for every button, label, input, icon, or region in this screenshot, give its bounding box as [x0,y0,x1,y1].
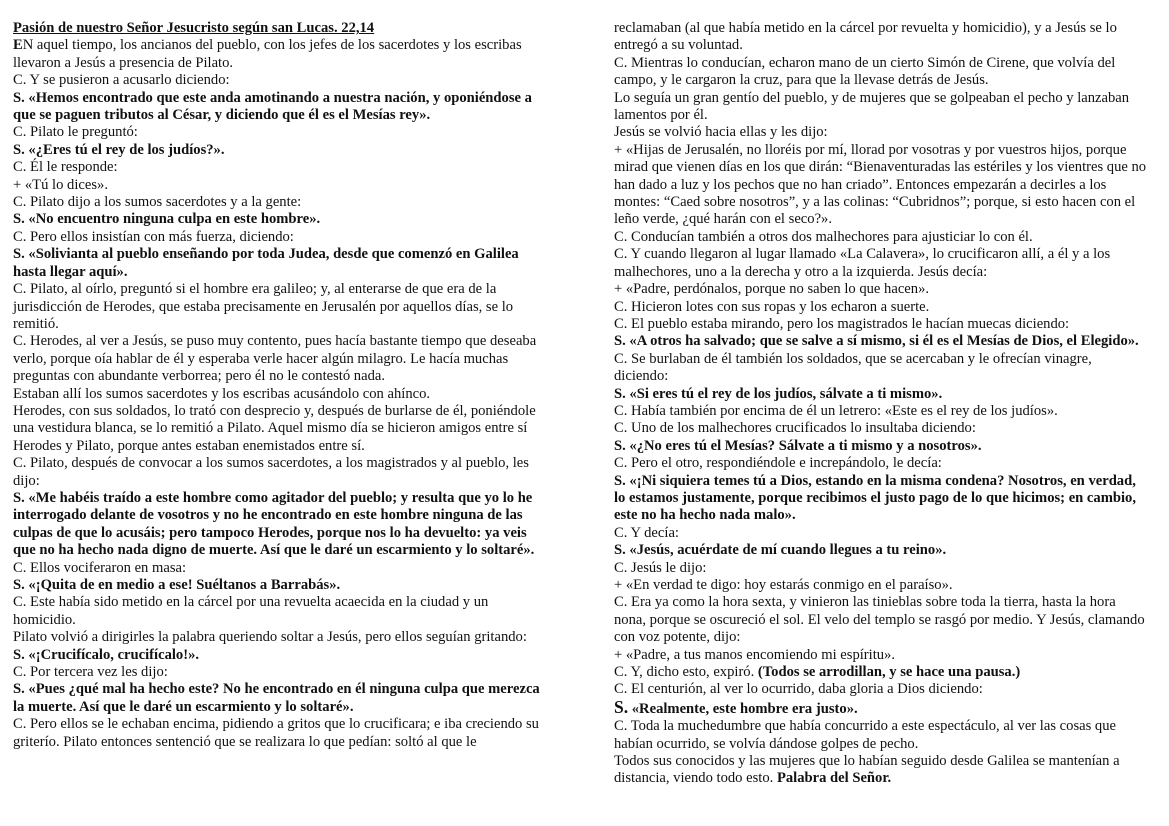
bold-text: S. «Jesús, acuérdate de mí cuando llegues a tu reino». [614,542,947,559]
paragraph [614,229,1148,246]
paragraph [614,455,1148,472]
text-run: C. Por tercera vez les dijo: [13,664,168,681]
bold-text: S. «Hemos encontrado que este anda amotinando a nuestra nación, y oponiéndose a que se paguen tributos al César, y diciendo que él es el Mesías rey». [13,89,532,124]
text-run: Jesús se volvió hacia ellas y les dijo: [614,124,828,141]
paragraph [13,281,551,333]
bold-text: «Realmente, este hombre era justo». [628,700,858,717]
text-run: reclamaban (al que había metido en la cárcel por revuelta y homicidio), y a Jesús se lo entregó a su voluntad. [614,20,1117,54]
text-run: C. Este había sido metido en la cárcel por una revuelta acaecida en la ciudad y un homicidio. [13,594,489,628]
paragraph [614,577,1148,594]
paragraph [13,159,551,176]
paragraph [614,55,1148,90]
paragraph [614,281,1148,298]
text-run: C. Pero ellos insistían con más fuerza, diciendo: [13,228,294,245]
left-column [13,20,551,751]
text-run: Lo seguía un gran gentío del pueblo, y de mujeres que se golpeaban el pecho y lanzaban lamentos por él. [614,89,1130,124]
paragraph [13,403,551,455]
text-run: C. Y decía: [614,524,679,541]
paragraph [614,525,1148,542]
text-run: C. Pilato dijo a los sumos sacerdotes y a la gente: [13,194,302,211]
paragraph [13,664,551,681]
paragraph [614,718,1148,753]
paragraph [13,142,551,159]
text-run: Pilato volvió a dirigirles la palabra queriendo soltar a Jesús, pero ellos seguían gritando: [13,629,527,646]
text-run: C. Y se pusieron a acusarlo diciendo: [13,72,230,89]
paragraph [13,246,551,281]
bold-text: S. [614,696,629,717]
text-run: Estaban allí los sumos sacerdotes y los escribas acusándolo con ahínco. [13,385,431,402]
paragraph [13,124,551,141]
text-run: C. Y, dicho esto, expiró. [614,664,758,681]
bold-text: S. «¿Eres tú el rey de los judíos?». [13,141,225,158]
paragraph [13,37,551,72]
paragraph [13,90,551,125]
text-run: C. Hicieron lotes con sus ropas y los echaron a suerte. [614,298,930,315]
text-run: C. Ellos vociferaron en masa: [13,559,187,576]
text-run: C. Se burlaban de él también los soldados, que se acercaban y le ofrecían vinagre, diciendo: [614,350,1092,385]
text-run: C. Era ya como la hora sexta, y vinieron las tinieblas sobre toda la tierra, hasta la hora nona, porque se oscureció el sol. El velo del templo se rasgó por medio. Y Jesús, clamando con voz potente, dijo: [614,594,1145,646]
paragraph [614,20,1148,55]
text-run: N aquel tiempo, los ancianos del pueblo, con los jefes de los sacerdotes y los escribas llevaron a Jesús a presencia de Pilato. [13,37,522,71]
text-run: C. Pero ellos se le echaban encima, pidiendo a gritos que lo crucificara; e iba creciendo su griterío. Pilato entonces sentenció que se realizara lo que pedían: soltó al que le [13,716,539,750]
left-column-body [13,37,551,751]
bold-text: S. «No encuentro ninguna culpa en este hombre». [13,211,321,228]
text-run: + «Padre, perdónalos, porque no saben lo que hacen». [614,281,930,298]
text-run: Todos sus conocidos y las mujeres que lo habían seguido desde Galilea se mantenían a distancia, viendo todo esto. [614,753,1120,787]
paragraph [13,72,551,89]
paragraph [614,681,1148,698]
text-run: + «En verdad te digo: hoy estarás conmigo en el paraíso». [614,577,953,593]
paragraph [614,696,1148,718]
paragraph [614,664,1148,681]
bold-text: Palabra del Señor. [776,770,892,787]
bold-text: S. «¡Ni siquiera temes tú a Dios, estando en la misma condena? Nosotros, en verdad, lo estamos justamente, porque recibimos el justo pago de lo que hicimos; en cambio, este no ha hecho nada malo». [614,472,1136,524]
paragraph [13,629,551,646]
text-run: C. El pueblo estaba mirando, pero los magistrados le hacían muecas diciendo: [614,315,1070,332]
right-column-body [614,20,1148,788]
text-run: C. Pilato le preguntó: [13,124,138,141]
paragraph [13,490,551,560]
paragraph [614,124,1148,141]
bold-text: S. «Me habéis traído a este hombre como agitador del pueblo; y resulta que yo lo he interrogado delante de vosotros y no he encontrado en este hombre ninguna de las culpas de que lo acusáis; pero tampoco Herodes, porque nos lo ha devuelto: ya veis que no ha hecho nada digno de muerte. Así que le daré un escarmiento y lo soltaré». [13,489,535,559]
text-run: C. El centurión, al ver lo ocurrido, daba gloria a Dios diciendo: [614,681,983,698]
bold-text: S. «Pues ¿qué mal ha hecho este? No he encontrado en él ninguna culpa que merezca la muerte. Así que le daré un escarmiento y lo soltaré». [13,681,540,715]
paragraph [13,577,551,594]
paragraph [13,229,551,246]
paragraph [13,647,551,664]
text-run: C. Pero el otro, respondiéndole e increpándolo, le decía: [614,455,942,472]
paragraph [614,386,1148,403]
paragraph [614,594,1148,646]
bold-text: S. «¡Crucifícalo, crucifícalo!». [13,646,200,663]
text-run: + «Padre, a tus manos encomiendo mi espíritu». [614,646,896,663]
text-run: C. Pilato, al oírlo, preguntó si el hombre era galileo; y, al enterarse de que era de la jurisdicción de Herodes, que estaba precisamente en Jerusalén por aquellos días, se lo remitió. [13,281,514,332]
paragraph [614,473,1148,525]
paragraph [13,194,551,211]
paragraph [614,753,1148,788]
paragraph [614,299,1148,316]
text-run: + «Tú lo dices». [13,176,108,193]
bold-text: S. «Si eres tú el rey de los judíos, sálvate a ti mismo». [614,385,943,402]
text-run: C. Pilato, después de convocar a los sumos sacerdotes, a los magistrados y al pueblo, les dijo: [13,455,529,489]
paragraph [614,403,1148,420]
bold-text: (Todos se arrodillan, y se hace una pausa.) [757,664,1021,681]
bold-text: S. «Solivianta al pueblo enseñando por toda Judea, desde que comenzó en Galilea hasta llegar aquí». [13,246,519,280]
paragraph [13,386,551,403]
text-run: C. Toda la muchedumbre que había concurrido a este espectáculo, al ver las cosas que habían ocurrido, se volvía dándose golpes de pecho. [614,718,1117,752]
paragraph [614,316,1148,333]
text-run: + «Hijas de Jerusalén, no lloréis por mí, llorad por vosotras y por vuestros hijos, porque mirad que vienen días en los que dirán: “Bienaventuradas las estériles y los vientres que no han dado a luz y los pechos que no han criado”. Entonces empezarán a decirles a los montes: “Caed sobre nosotros”, y a las colinas: “Cubridnos”; porque, si esto hacen con el leño verde, ¿qué harán con el seco?». [614,141,1147,228]
text-run: C. Conducían también a otros dos malhechores para ajusticiar lo con él. [614,228,1033,245]
paragraph [614,333,1148,350]
paragraph [614,542,1148,559]
bold-text: E [13,37,23,54]
paragraph [614,438,1148,455]
paragraph [13,594,551,629]
text-run: C. Había también por encima de él un letrero: «Este es el rey de los judíos». [614,402,1058,419]
paragraph [13,455,551,490]
paragraph [614,351,1148,386]
text-run: C. Herodes, al ver a Jesús, se puso muy contento, pues hacía bastante tiempo que deseaba verlo, porque oía hablar de él y esperaba verle hacer algún milagro. Le hacía muchas preguntas con abundante verborrea; pero él no le contestó nada. [13,333,537,385]
paragraph [614,647,1148,664]
text-run: Herodes, con sus soldados, lo trató con desprecio y, después de burlarse de él, poniéndole una vestidura blanca, se lo remitió a Pilato. Aquel mismo día se hicieron amigos entre sí Herodes y Pilato, porque antes estaban enemistados entre sí. [13,402,536,454]
paragraph [614,142,1148,229]
paragraph [13,560,551,577]
paragraph [614,560,1148,577]
bold-text: S. «¡Quita de en medio a ese! Suéltanos a Barrabás». [13,577,341,593]
paragraph [614,90,1148,125]
text-run: C. Jesús le dijo: [614,559,707,576]
bold-text: S. «A otros ha salvado; que se salve a sí mismo, si él es el Mesías de Dios, el Elegido». [614,333,1139,350]
paragraph [13,211,551,228]
text-run: C. Él le responde: [13,159,118,176]
right-column [614,20,1148,788]
paragraph [614,420,1148,437]
text-run: C. Y cuando llegaron al lugar llamado «La Calavera», lo crucificaron allí, a él y a los malhechores, uno a la derecha y otro a la izquierda. Jesús decía: [614,246,1111,280]
paragraph [13,177,551,194]
document-title: Pasión de nuestro Señor Jesucristo según san Lucas. 22,14 [13,20,375,36]
paragraph [614,246,1148,281]
text-run: C. Mientras lo conducían, echaron mano de un cierto Simón de Cirene, que volvía del campo, y le cargaron la cruz, para que la llevase detrás de Jesús. [614,54,1116,89]
text-run: C. Uno de los malhechores crucificados lo insultaba diciendo: [614,420,976,437]
paragraph [13,333,551,385]
paragraph [13,716,551,751]
paragraph [13,681,551,716]
bold-text: S. «¿No eres tú el Mesías? Sálvate a ti mismo y a nosotros». [614,437,982,454]
